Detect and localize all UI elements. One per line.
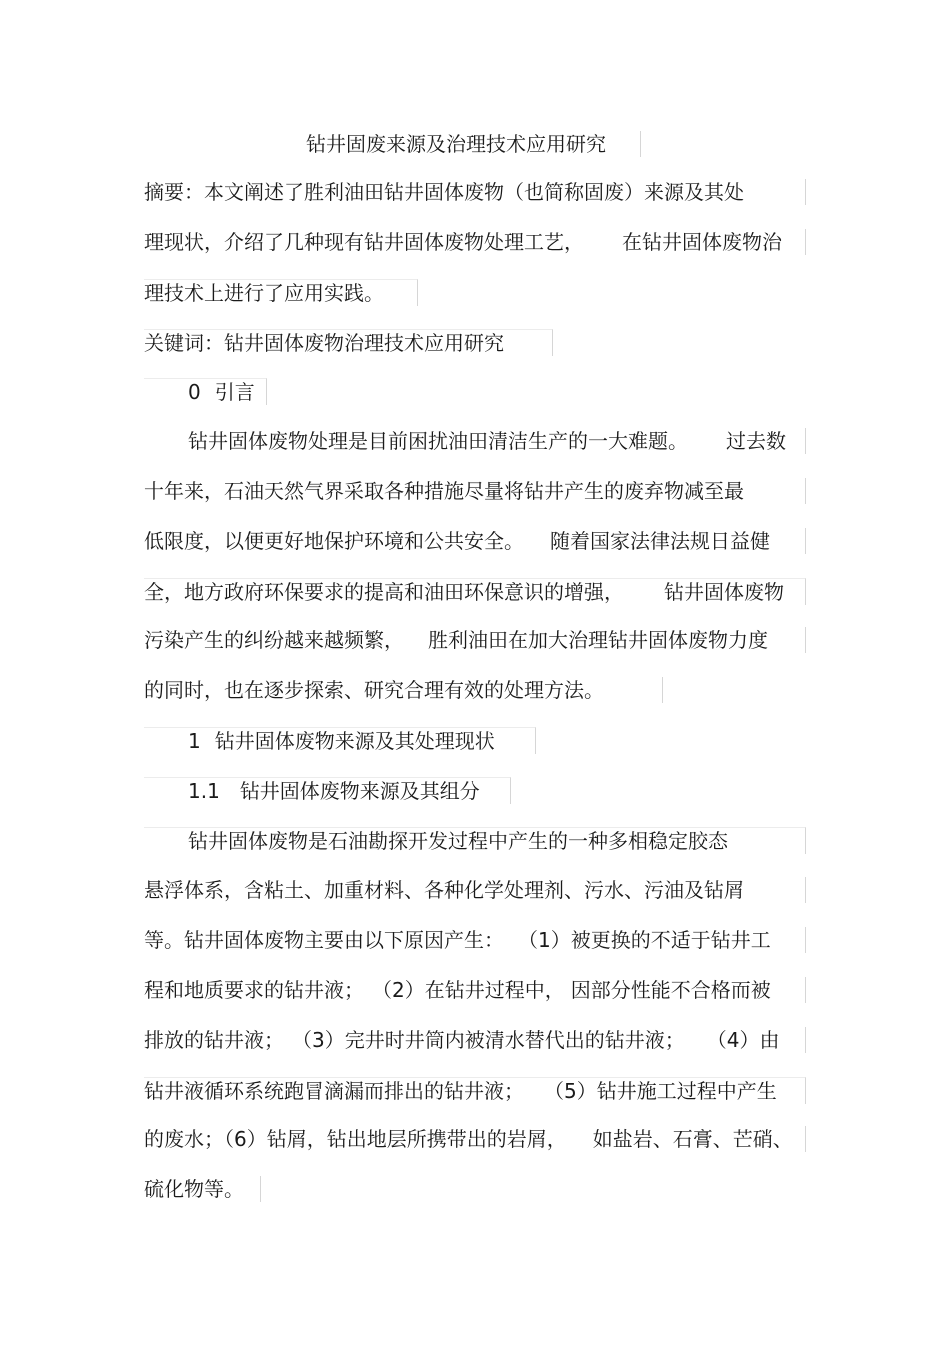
intro-line-1-part-a: 钻井固体废物处理是目前困扰油田清洁生产的一大难题。 [188, 429, 688, 453]
abstract-line-3: 理技术上进行了应用实践。 [144, 279, 418, 306]
intro-line-5 [144, 627, 806, 653]
body-line-7-part-a: 的废水；（6）钻屑，钻出地层所携带出的岩屑， [144, 1127, 567, 1151]
body-line-4-part-b: （2）在钻井过程中， [372, 978, 565, 1002]
intro-line-5-part-b: 胜利油田在加大治理钻井固体废物力度 [428, 628, 768, 652]
body-line-6-part-b: （5）钻井施工过程中产生 [544, 1079, 777, 1103]
body-line-2: 悬浮体系，含粘土、加重材料、各种化学处理剂、污水、污油及钻屑 [144, 877, 806, 903]
intro-line-1 [144, 428, 806, 454]
body-line-6-part-a: 钻井液循环系统跑冒滴漏而排出的钻井液； [144, 1079, 524, 1103]
body-line-4 [144, 977, 806, 1003]
intro-line-3 [144, 528, 806, 554]
section-1-number: 1 [188, 729, 201, 753]
intro-line-2: 十年来，石油天然气界采取各种措施尽量将钻井产生的废弃物减至最 [144, 478, 806, 504]
intro-line-6: 的同时，也在逐步探索、研究合理有效的处理方法。 [144, 677, 663, 703]
section-1-1-heading [144, 777, 511, 804]
intro-line-5-part-a: 污染产生的纠纷越来越频繁， [144, 628, 404, 652]
section-0-title: 引言 [214, 380, 255, 404]
section-1-heading [144, 727, 536, 754]
intro-line-4 [144, 578, 806, 605]
section-0-heading [144, 378, 267, 405]
body-line-8: 硫化物等。 [144, 1176, 261, 1202]
section-0-number: 0 [188, 380, 201, 404]
body-line-3-part-a: 等。钻井固体废物主要由以下原因产生： [144, 928, 504, 952]
section-1-1-title: 钻井固体废物来源及其组分 [239, 779, 480, 803]
body-line-7-part-b: 如盐岩、石膏、芒硝、 [592, 1127, 793, 1151]
body-line-1 [144, 827, 806, 854]
intro-line-3-part-b: 随着国家法律法规日益健 [550, 529, 770, 553]
intro-line-4-part-b: 钻井固体废物 [664, 580, 784, 604]
intro-line-1-part-b: 过去数 [726, 429, 786, 453]
abstract-line-2-part-a: 理现状，介绍了几种现有钻井固体废物处理工艺， [144, 230, 584, 254]
keywords-line: 关键词：钻井固体废物治理技术应用研究 [144, 329, 553, 356]
section-1-title: 钻井固体废物来源及其处理现状 [214, 729, 495, 753]
intro-line-3-part-a: 低限度，以便更好地保护环境和公共安全。 [144, 529, 524, 553]
document-title: 钻井固废来源及治理技术应用研究 [306, 131, 641, 157]
abstract-line-1: 摘要：本文阐述了胜利油田钻井固体废物（也简称固废）来源及其处 [144, 179, 806, 205]
body-line-5-part-c: （4）由 [706, 1028, 780, 1052]
section-1-1-number: 1.1 [188, 779, 220, 803]
intro-line-4-part-a: 全，地方政府环保要求的提高和油田环保意识的增强， [144, 580, 624, 604]
body-line-6 [144, 1077, 806, 1104]
body-line-5-part-a: 排放的钻井液； [144, 1028, 284, 1052]
abstract-line-2-part-b: 在钻井固体废物治 [622, 230, 782, 254]
body-line-3 [144, 927, 806, 953]
body-line-7 [144, 1126, 806, 1152]
body-line-3-part-b: （1）被更换的不适于钻井工 [518, 928, 771, 952]
body-line-5 [144, 1027, 806, 1053]
body-line-5-part-b: （3）完井时井筒内被清水替代出的钻井液； [292, 1028, 685, 1052]
abstract-line-2 [144, 229, 806, 255]
body-line-1-text: 钻井固体废物是石油勘探开发过程中产生的一种多相稳定胶态 [188, 829, 728, 853]
body-line-4-part-a: 程和地质要求的钻井液； [144, 978, 364, 1002]
body-line-4-part-c: 因部分性能不合格而被 [570, 978, 771, 1002]
